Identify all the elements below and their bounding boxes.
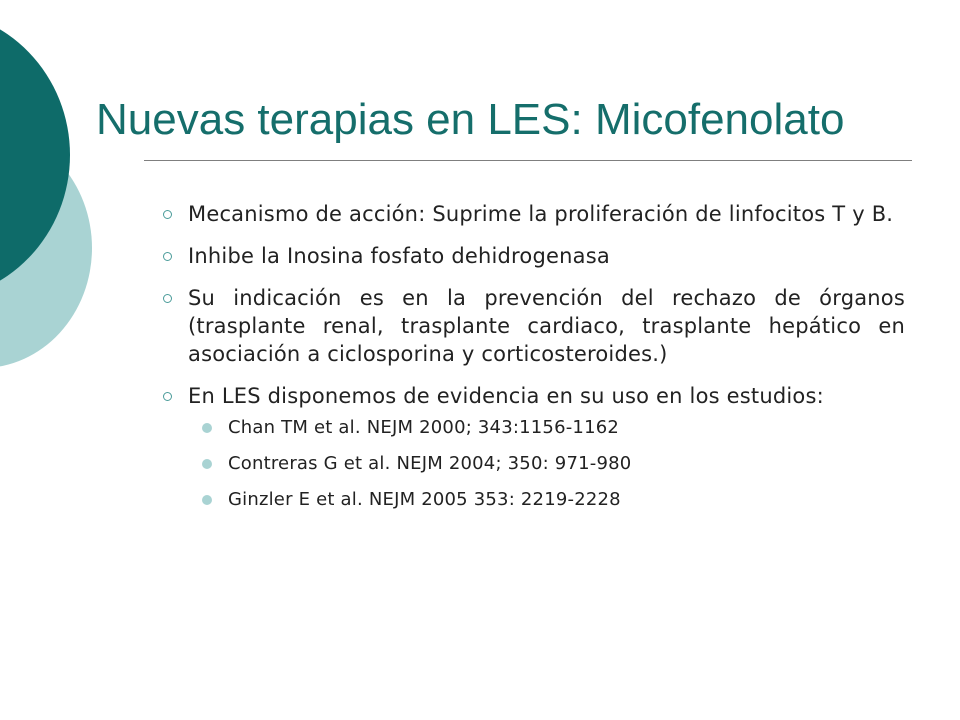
bullet-item-evidence	[160, 382, 905, 524]
ring-bullet-icon	[160, 382, 188, 410]
bullet-text: En LES disponemos de evidencia en su uso en los estudios:	[188, 384, 824, 408]
bullet-text: Su indicación es en la prevención del rechazo de órganos (trasplante renal, trasplante cardiaco, trasplante hepático en asociación a ciclosporina y corticosteroides.)	[188, 286, 905, 366]
study-item	[202, 488, 905, 512]
study-item	[202, 416, 905, 440]
bullet-text: Inhibe la Inosina fosfato dehidrogenasa	[188, 244, 610, 268]
study-citation: Ginzler E et al. NEJM 2005 353: 2219-2228	[228, 489, 621, 510]
bullet-item-inhibition	[160, 242, 905, 270]
study-citation: Chan TM et al. NEJM 2000; 343:1156-1162	[228, 417, 620, 438]
study-item	[202, 452, 905, 476]
bullet-item-mechanism	[160, 200, 905, 228]
dot-bullet-icon	[202, 459, 212, 469]
ring-bullet-icon	[160, 242, 188, 270]
dot-bullet-icon	[202, 495, 212, 505]
study-citation: Contreras G et al. NEJM 2004; 350: 971-980	[228, 453, 632, 474]
study-list	[202, 416, 905, 512]
bullet-item-indication	[160, 284, 905, 368]
slide-content	[160, 200, 905, 538]
bullet-text: Mecanismo de acción: Suprime la proliferación de linfocitos T y B.	[188, 202, 894, 226]
ring-bullet-icon	[160, 200, 188, 228]
bullet-list	[160, 200, 905, 524]
slide-title: Nuevas terapias en LES: Micofenolato	[96, 95, 845, 144]
dot-bullet-icon	[202, 423, 212, 433]
ring-bullet-icon	[160, 284, 188, 312]
title-divider	[144, 160, 912, 161]
